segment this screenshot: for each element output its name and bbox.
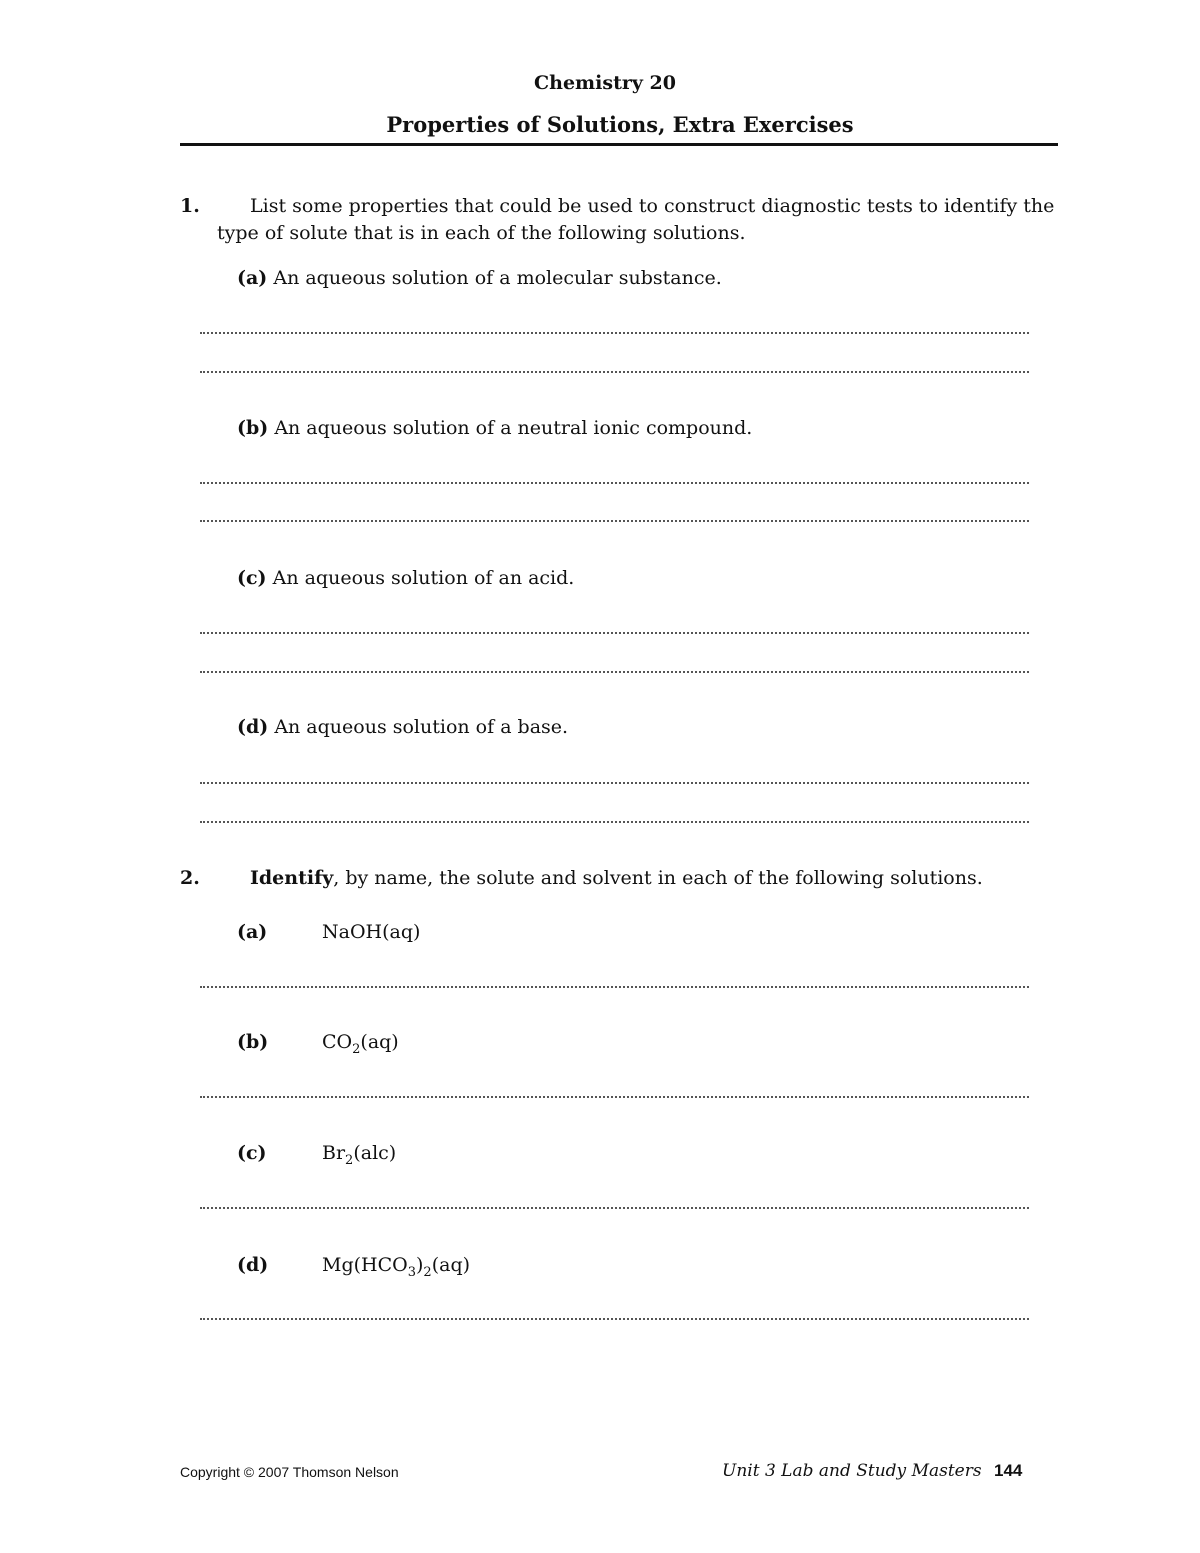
formula-c bbox=[322, 1142, 396, 1168]
question-1-line-1: List some properties that could be used to construct diagnostic tests to identify the bbox=[250, 195, 1055, 217]
answer-line[interactable] bbox=[200, 821, 1029, 823]
formula-text: Br bbox=[322, 1142, 346, 1164]
question-2-number: 2. bbox=[180, 867, 200, 889]
formula-a: NaOH(aq) bbox=[322, 921, 421, 943]
part-text: An aqueous solution of a base. bbox=[274, 716, 569, 738]
question-2-part-c-label: (c) bbox=[237, 1142, 267, 1164]
formula-subscript: 2 bbox=[352, 1041, 361, 1057]
part-label: (b) bbox=[237, 417, 269, 439]
formula-text: ) bbox=[416, 1254, 424, 1276]
answer-line[interactable] bbox=[200, 671, 1029, 673]
part-label: (a) bbox=[237, 267, 268, 289]
question-2-part-a-label: (a) bbox=[237, 921, 268, 943]
answer-line[interactable] bbox=[200, 782, 1029, 784]
part-text: An aqueous solution of a neutral ionic compound. bbox=[274, 417, 753, 439]
answer-line[interactable] bbox=[200, 1207, 1029, 1209]
question-1-part-c bbox=[237, 567, 574, 589]
formula-text: Mg(HCO bbox=[322, 1254, 408, 1276]
part-text: An aqueous solution of an acid. bbox=[272, 567, 575, 589]
question-2-verb: Identify bbox=[250, 867, 334, 889]
formula-text: (aq) bbox=[360, 1031, 399, 1053]
formula-subscript: 2 bbox=[423, 1264, 432, 1280]
question-1-part-b bbox=[237, 417, 752, 439]
question-2-text: , by name, the solute and solvent in each of the following solutions. bbox=[333, 867, 983, 889]
copyright-text: Copyright © 2007 Thomson Nelson bbox=[180, 1464, 399, 1480]
answer-line[interactable] bbox=[200, 482, 1029, 484]
answer-line[interactable] bbox=[200, 520, 1029, 522]
page-title: Properties of Solutions, Extra Exercises bbox=[386, 112, 854, 137]
part-label: (d) bbox=[237, 716, 269, 738]
formula-text: CO bbox=[322, 1031, 353, 1053]
page-number: 144 bbox=[994, 1461, 1023, 1480]
question-2-part-d-label: (d) bbox=[237, 1254, 269, 1276]
formula-subscript: 3 bbox=[407, 1264, 416, 1280]
question-1-part-d bbox=[237, 716, 568, 738]
formula-subscript: 2 bbox=[345, 1152, 354, 1168]
book-title: Unit 3 Lab and Study Masters bbox=[722, 1461, 982, 1481]
formula-b bbox=[322, 1031, 399, 1057]
answer-line[interactable] bbox=[200, 632, 1029, 634]
question-2-part-b-label: (b) bbox=[237, 1031, 269, 1053]
part-label: (c) bbox=[237, 567, 267, 589]
answer-line[interactable] bbox=[200, 1096, 1029, 1098]
answer-line[interactable] bbox=[200, 371, 1029, 373]
formula-text: (aq) bbox=[431, 1254, 471, 1276]
answer-line[interactable] bbox=[200, 1318, 1029, 1320]
question-1-line-2: type of solute that is in each of the following solutions. bbox=[217, 222, 746, 244]
question-2-prompt bbox=[250, 867, 983, 889]
course-title: Chemistry 20 bbox=[534, 72, 676, 94]
question-1-part-a bbox=[237, 267, 722, 289]
answer-line[interactable] bbox=[200, 986, 1029, 988]
title-rule bbox=[180, 143, 1058, 146]
question-1-number: 1. bbox=[180, 195, 200, 217]
answer-line[interactable] bbox=[200, 332, 1029, 334]
part-text: An aqueous solution of a molecular substance. bbox=[273, 267, 722, 289]
formula-d bbox=[322, 1254, 470, 1280]
formula-text: (alc) bbox=[353, 1142, 397, 1164]
